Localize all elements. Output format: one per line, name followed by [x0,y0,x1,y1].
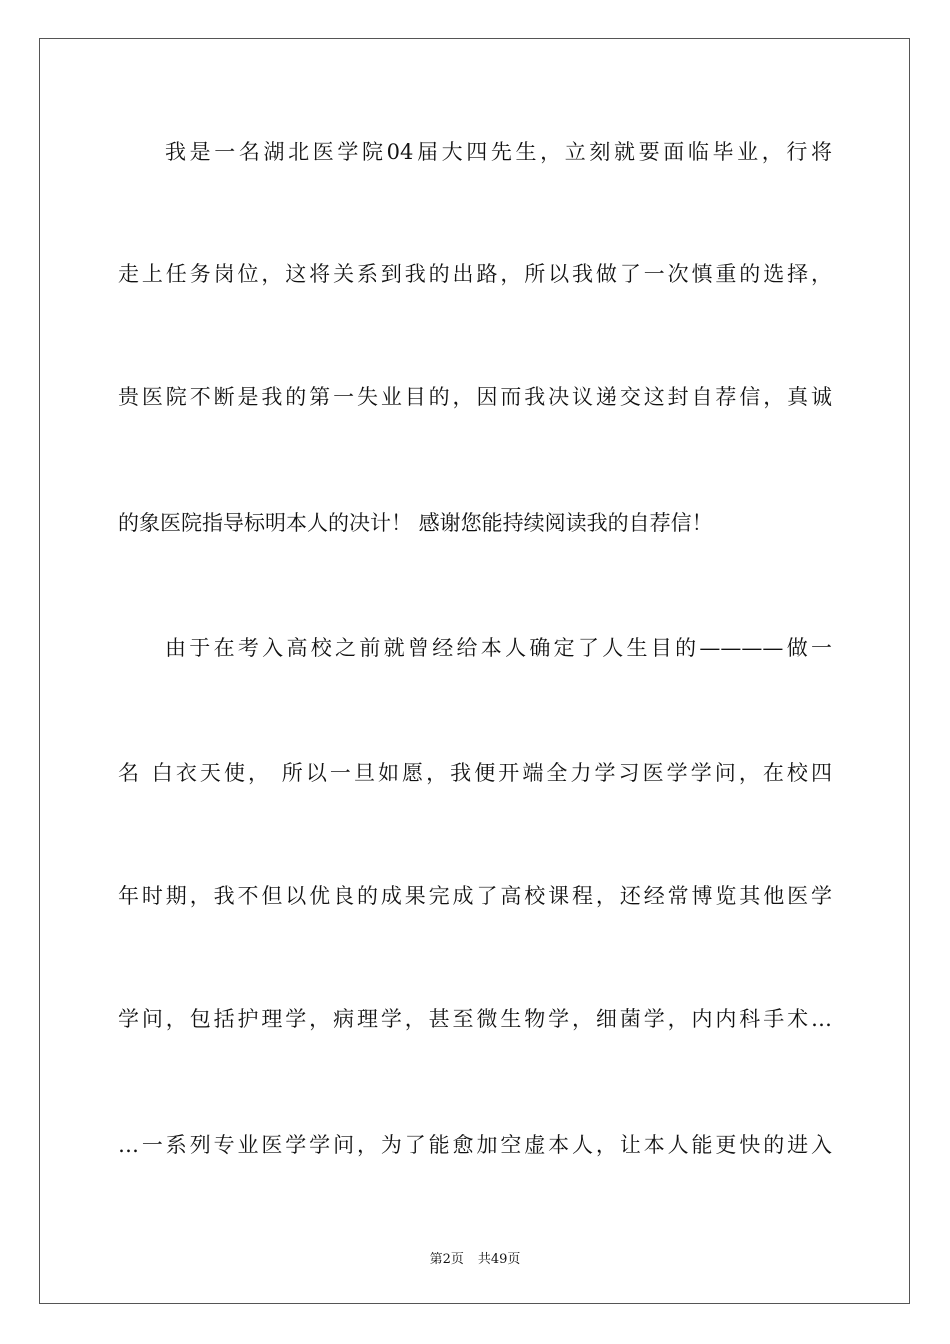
page-border [39,38,910,1304]
paragraph-2-line-5: …一系列专业医学学问，为了能愈加空虚本人，让本人能更快的进入 [118,1133,832,1157]
page-number: 第2页 [429,1252,464,1267]
paragraph-2-line-2: 名 白衣天使， 所以一旦如愿，我便开端全力学习医学学问，在校四 [118,761,832,785]
paragraph-1-line-1: 我是一名湖北医学院04届大四先生，立刻就要面临毕业，行将 [165,140,832,164]
paragraph-1-line-2: 走上任务岗位，这将关系到我的出路，所以我做了一次慎重的选择， [118,262,832,286]
paragraph-2-line-3: 年时期，我不但以优良的成果完成了高校课程，还经常博览其他医学 [118,884,832,908]
paragraph-2-line-4: 学问，包括护理学，病理学，甚至微生物学，细菌学，内内科手术… [118,1007,832,1031]
paragraph-1-line-4: 的象医院指导标明本人的决计！ 感谢您能持续阅读我的自荐信！ [118,511,713,535]
paragraph-1-line-3: 贵医院不断是我的第一失业目的，因而我决议递交这封自荐信，真诚 [118,385,832,409]
page-footer [0,1248,950,1267]
page-total: 共49页 [477,1252,521,1267]
paragraph-2-line-1: 由于在考入高校之前就曾经给本人确定了人生目的————做一 [165,636,832,660]
